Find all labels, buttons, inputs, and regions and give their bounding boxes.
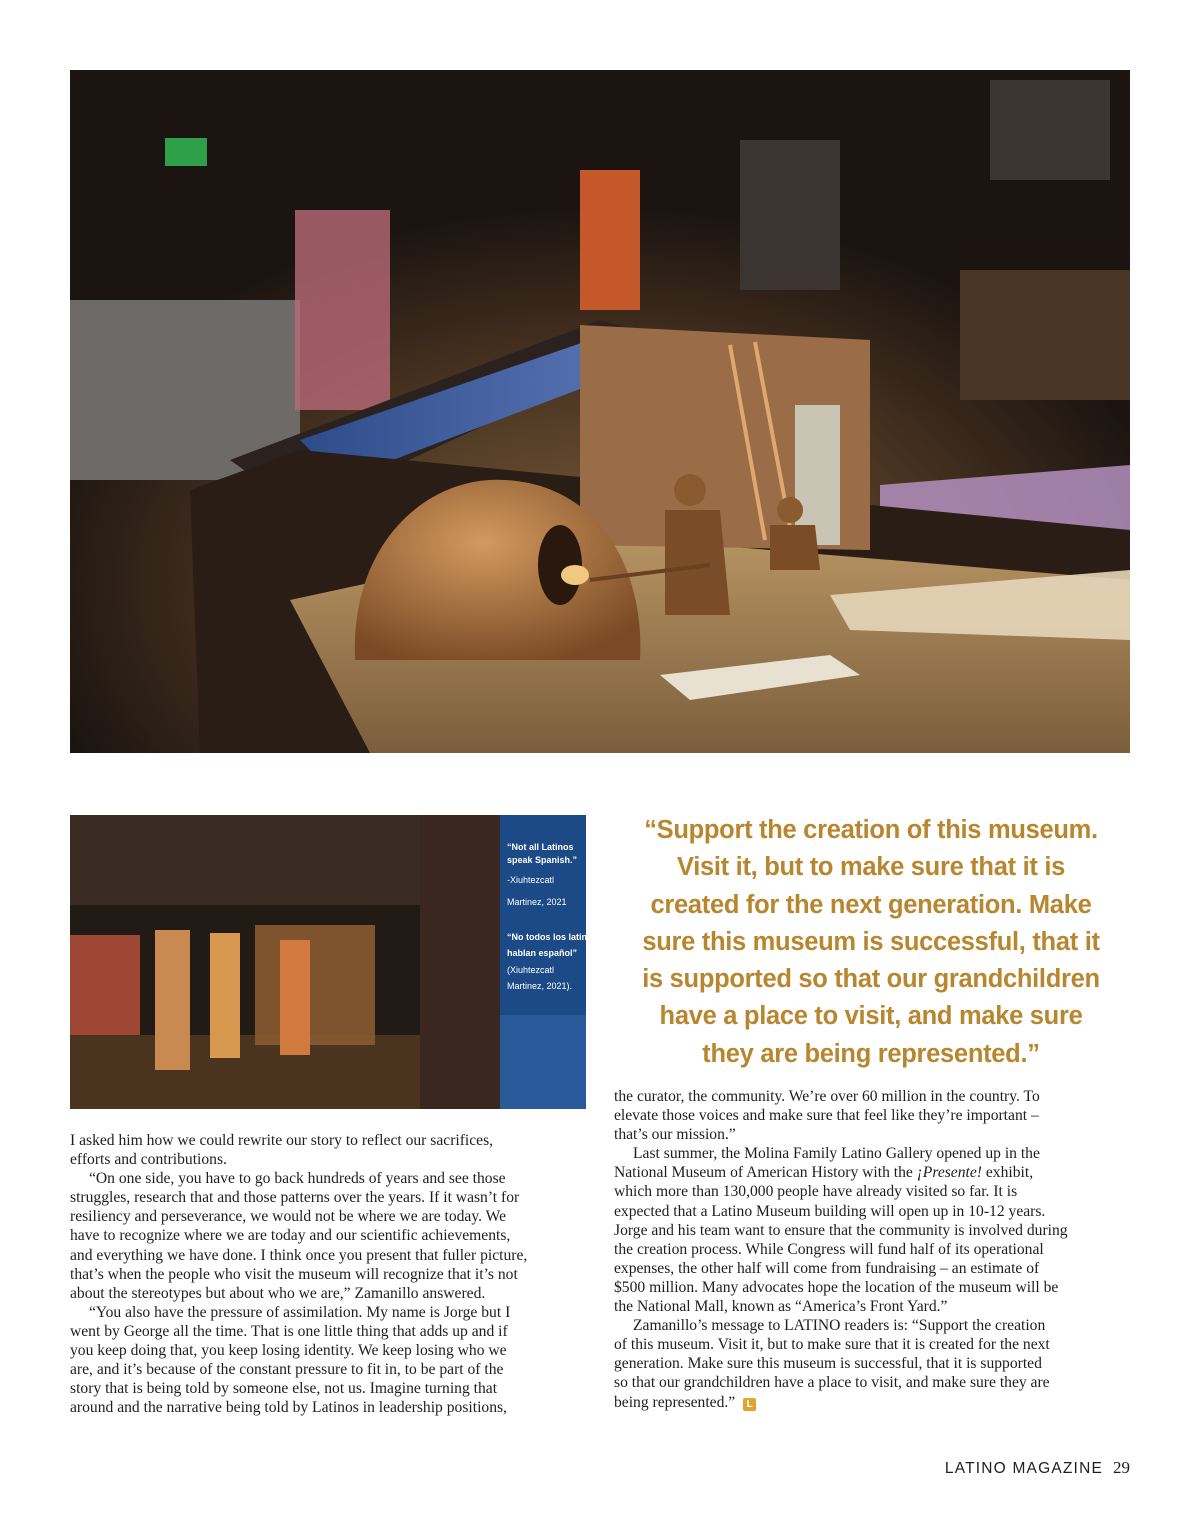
body-line: which more than 130,000 people have already visited so far. It is bbox=[614, 1183, 1018, 1201]
body-line bbox=[614, 1393, 1132, 1412]
body-line: the curator, the community. We’re over 60 million in the country. To bbox=[614, 1088, 1040, 1105]
body-line: expenses, the other half will come from fundraising – an estimate of bbox=[614, 1259, 1040, 1277]
body-line: so that our grandchildren have a place to visit, and make sure they are bbox=[614, 1374, 1050, 1392]
body-line: I asked him how we could rewrite our story to reflect our sacrifices, bbox=[70, 1132, 494, 1149]
body-line: around and the narrative being told by Latinos in leadership positions, bbox=[70, 1399, 507, 1417]
pull-quote-line: Visit it, but to make sure that it is bbox=[676, 853, 1065, 882]
body-line: that’s when the people who visit the museum will recognize that it’s not bbox=[70, 1265, 518, 1283]
body-line: efforts and contributions. bbox=[70, 1151, 227, 1169]
body-line: and everything we have done. I think once you present that fuller picture, bbox=[70, 1246, 528, 1264]
magazine-name: LATINO MAGAZINE bbox=[944, 1460, 1103, 1477]
body-line: elevate those voices and make sure that feel like they’re important – bbox=[614, 1107, 1039, 1125]
pull-quote-line: sure this museum is successful, that it bbox=[642, 927, 1100, 956]
pull-quote-line: is supported so that our grandchildren bbox=[642, 965, 1100, 994]
body-line: Jorge and his team want to ensure that the community is involved during bbox=[614, 1221, 1068, 1239]
pull-quote-line: they are being represented.” bbox=[702, 1039, 1040, 1068]
pull-quote-line: created for the next generation. Make bbox=[650, 890, 1092, 919]
gallery-sign-line: (Xiuhtezcatl bbox=[507, 965, 555, 975]
body-line: you keep doing that, you keep losing identity. We keep losing who we bbox=[70, 1342, 507, 1360]
body-line: struggles, research that and those patterns over the years. If it wasn’t for bbox=[70, 1189, 520, 1207]
body-line: Zamanillo’s message to LATINO readers is: “Support the creation bbox=[633, 1317, 1046, 1335]
body-line: Last summer, the Molina Family Latino Gallery opened up in the bbox=[633, 1145, 1040, 1163]
gallery-sign-line: Martinez, 2021). bbox=[507, 981, 573, 991]
exhibit-title: ¡Presente! bbox=[916, 1164, 982, 1182]
body-line: the National Mall, known as “America’s Front Yard.” bbox=[614, 1298, 948, 1316]
body-line: the creation process. While Congress will fund half of its operational bbox=[614, 1240, 1044, 1258]
page-footer bbox=[945, 1458, 1130, 1478]
body-line: story that is being told by someone else, not us. Imagine turning that bbox=[70, 1380, 498, 1398]
body-line: resiliency and perseverance, we would not be where we are today. We bbox=[70, 1208, 507, 1226]
body-text: National Museum of American History with the bbox=[614, 1164, 917, 1182]
exhibit-diorama-photo bbox=[70, 70, 1130, 753]
article-column-left bbox=[70, 1131, 590, 1417]
body-line: are, and it’s because of the constant pressure to fit in, to be part of the bbox=[70, 1361, 504, 1379]
body-line: expected that a Latino Museum building will open up in 10-12 years. bbox=[614, 1202, 1046, 1220]
body-line: went by George all the time. That is one little thing that adds up and if bbox=[70, 1322, 508, 1340]
body-text: exhibit, bbox=[981, 1164, 1034, 1182]
pull-quote-line: have a place to visit, and make sure bbox=[659, 1002, 1083, 1031]
body-line: of this museum. Visit it, but to make sure that it is created for the next bbox=[614, 1336, 1050, 1354]
gallery-sign-line: -Xiuhtezcatl bbox=[507, 875, 555, 885]
body-line: “On one side, you have to go back hundreds of years and see those bbox=[89, 1170, 506, 1188]
body-text: being represented.” bbox=[614, 1393, 736, 1411]
body-line: about the stereotypes but about who we are,” Zamanillo answered. bbox=[70, 1284, 486, 1302]
gallery-sign-line: speak Spanish.” bbox=[507, 855, 578, 865]
body-line: $500 million. Many advocates hope the location of the museum will be bbox=[614, 1278, 1059, 1296]
body-line: generation. Make sure this museum is successful, that it is supported bbox=[614, 1355, 1042, 1373]
pull-quote bbox=[612, 812, 1130, 1073]
end-of-article-icon: L bbox=[743, 1398, 756, 1411]
gallery-interior-photo bbox=[70, 815, 598, 1109]
body-line: that’s our mission.” bbox=[614, 1126, 736, 1144]
gallery-sign-line: Martinez, 2021 bbox=[507, 897, 567, 907]
gallery-sign-line: “Not all Latinos bbox=[507, 842, 574, 852]
pull-quote-line: “Support the creation of this museum. bbox=[644, 816, 1098, 844]
body-line: have to recognize where we are today and our scientific achievements, bbox=[70, 1227, 511, 1245]
gallery-sign-line: “No todos los latinos bbox=[507, 932, 598, 942]
article-column-right bbox=[614, 1087, 1132, 1412]
body-line bbox=[614, 1163, 1132, 1182]
gallery-sign-line: hablan español” bbox=[507, 948, 578, 958]
body-line: “You also have the pressure of assimilation. My name is Jorge but I bbox=[89, 1303, 511, 1321]
page-number: 29 bbox=[1113, 1458, 1130, 1477]
